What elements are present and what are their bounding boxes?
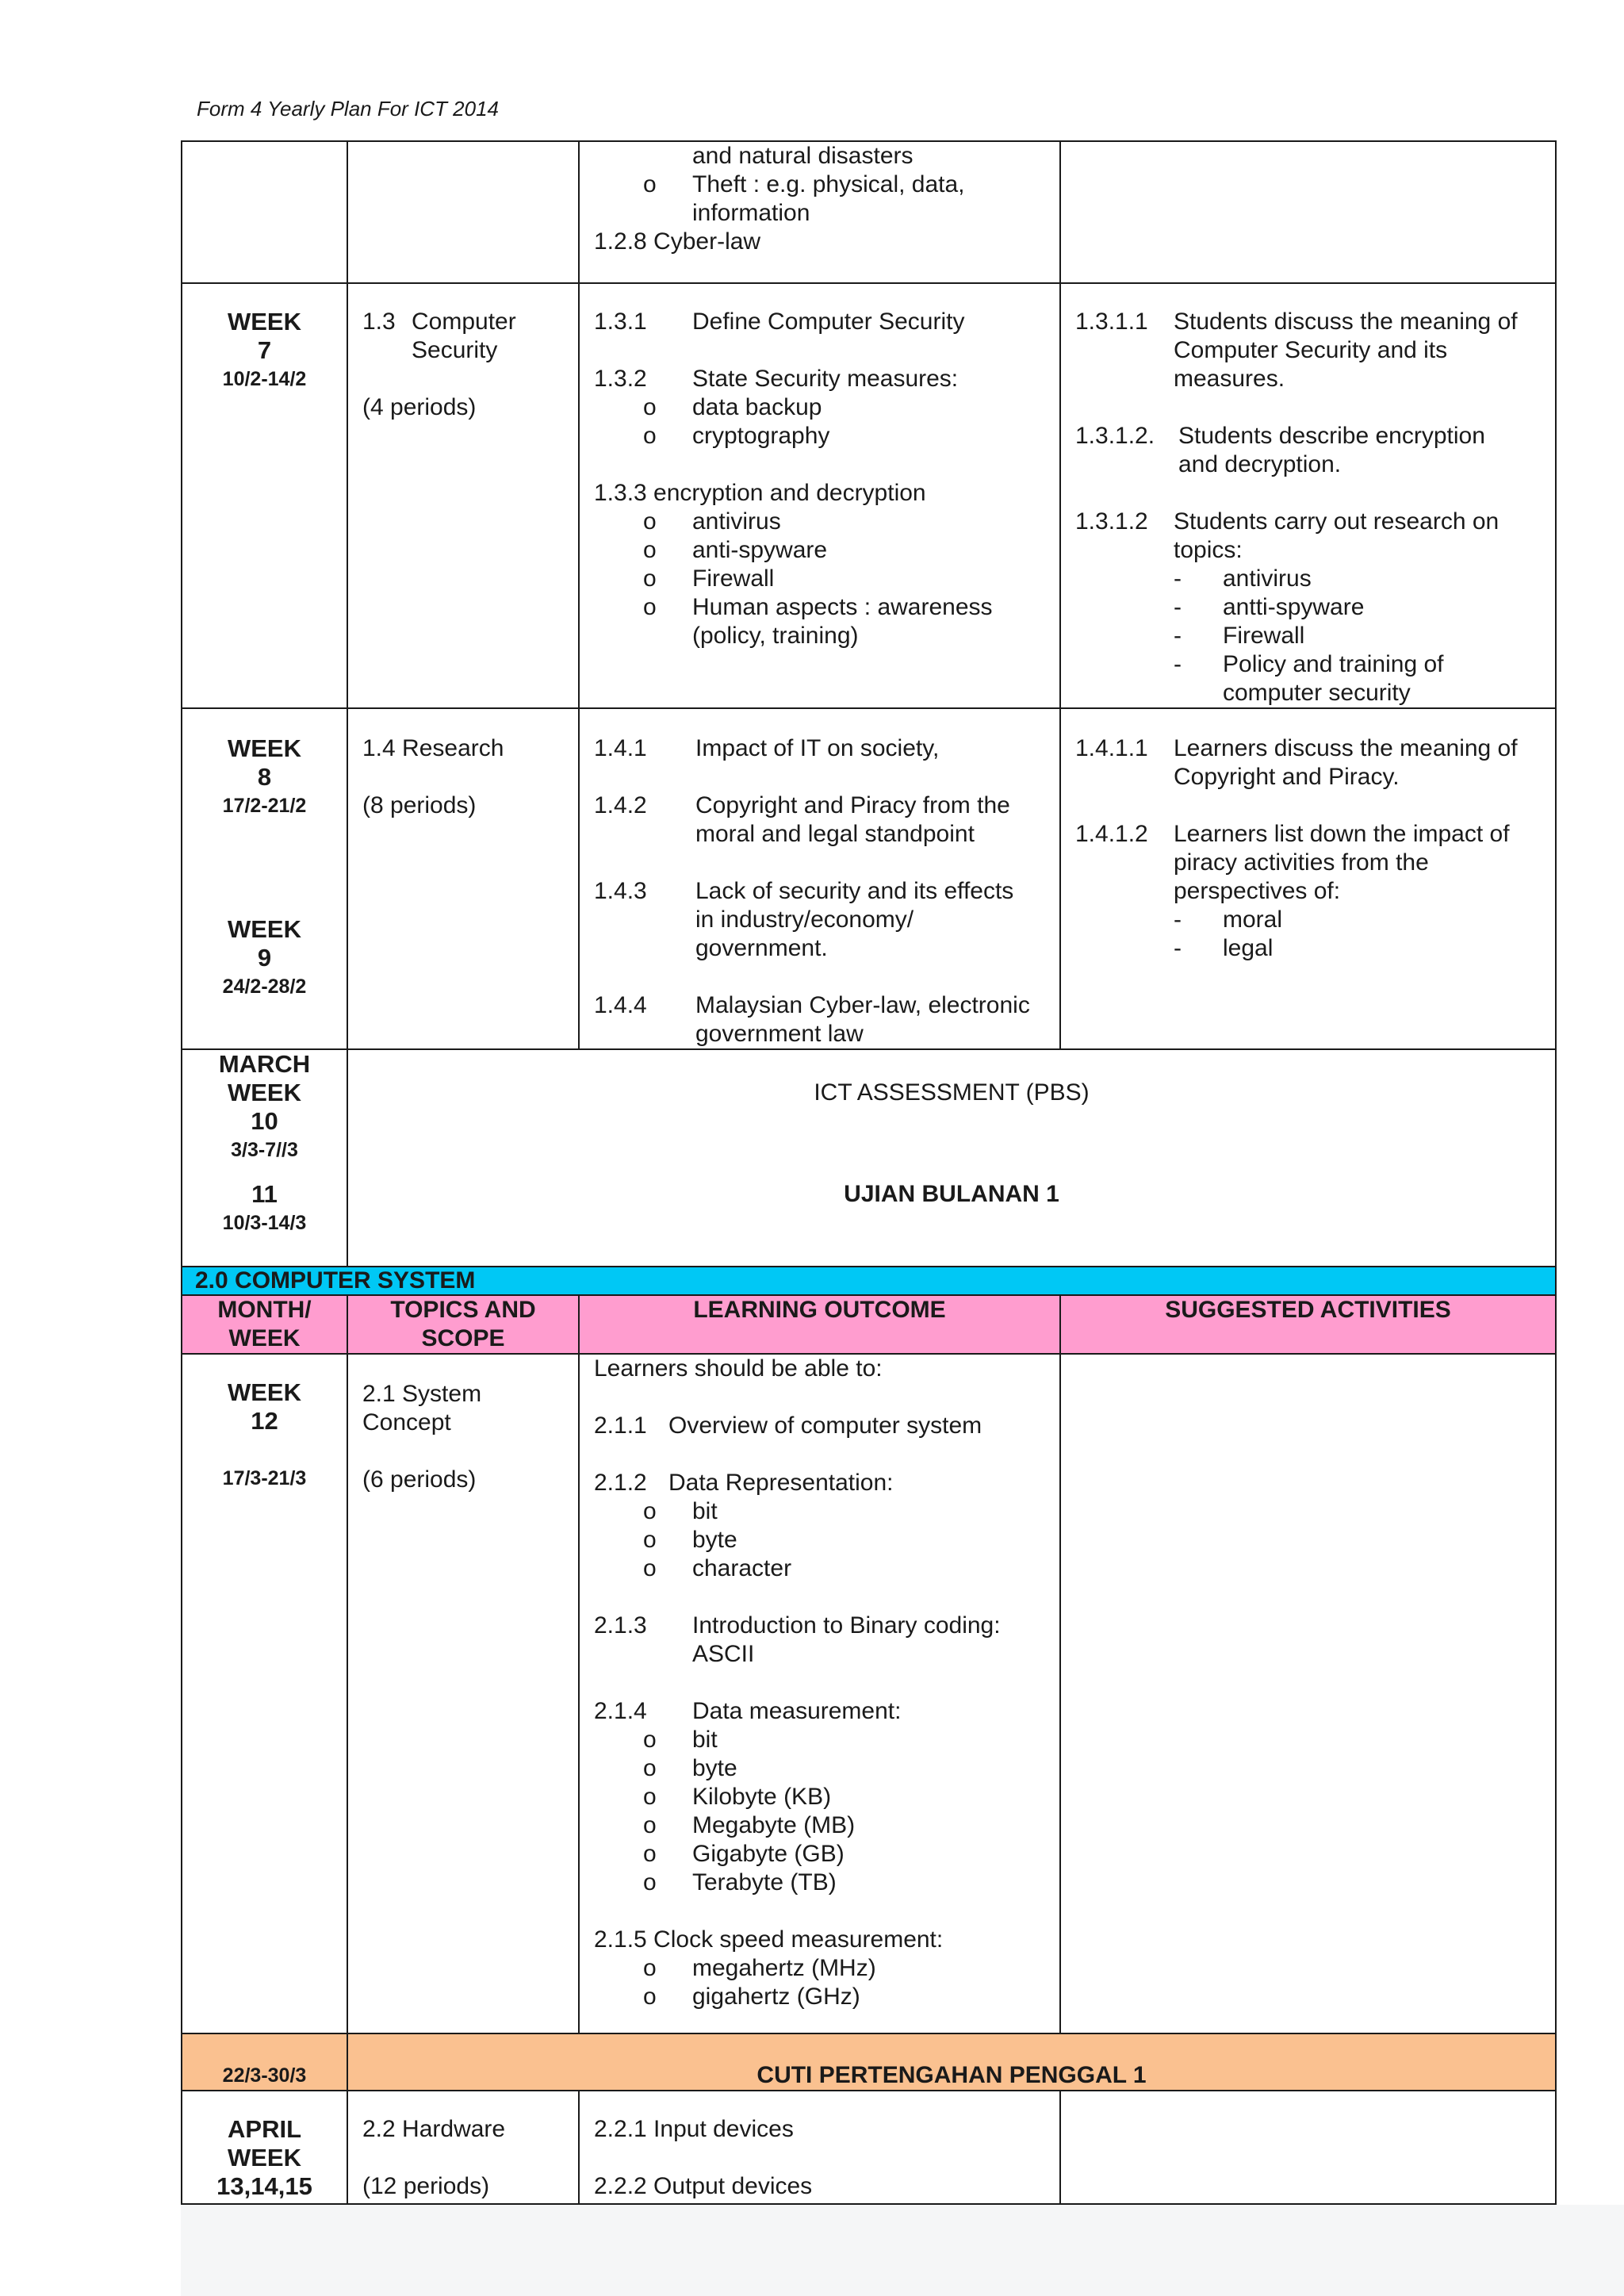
- cell-month: [182, 141, 347, 283]
- week-number: 12: [251, 1407, 278, 1435]
- lo-bullet: Human aspects : awareness: [692, 594, 993, 620]
- week-label: WEEK: [228, 734, 301, 762]
- cell-activities: [1060, 1354, 1556, 2033]
- lo-bullet: megahertz (MHz): [692, 1955, 876, 1981]
- header-text: WEEK: [228, 1325, 301, 1351]
- activity-text: Students discuss the meaning of: [1174, 309, 1518, 335]
- cell-topic: [347, 283, 579, 708]
- table-row-week-12: [182, 1354, 1556, 2033]
- table-row-week-8-9: [182, 708, 1556, 1049]
- bullet-circle-icon: o: [643, 423, 657, 449]
- lo-text: Define Computer Security: [692, 309, 965, 335]
- activity-number: 1.3.1.2.: [1075, 423, 1155, 449]
- lo-text: moral and legal standpoint: [695, 821, 975, 847]
- lo-item: 1.3.3 encryption and decryption: [594, 480, 926, 506]
- activity-number: 1.4.1.2: [1075, 821, 1148, 847]
- lo-text: ASCII: [692, 1641, 755, 1667]
- cell-activities: [1060, 2091, 1556, 2204]
- dash-marker: -: [1174, 594, 1182, 620]
- activity-text: Students carry out research on: [1174, 508, 1500, 535]
- week-number: 13,14,15: [216, 2172, 312, 2200]
- lo-number: 2.1.1: [594, 1412, 647, 1439]
- cell-topic: [347, 2091, 579, 2204]
- page-header: Form 4 Yearly Plan For ICT 2014: [197, 97, 500, 121]
- activity-text: Students describe encryption: [1178, 423, 1485, 449]
- lo-bullet: Gigabyte (GB): [692, 1841, 845, 1867]
- lo-text: Copyright and Piracy from the: [695, 792, 1010, 818]
- topic-periods: (6 periods): [362, 1466, 477, 1493]
- lo-text: and natural disasters: [692, 143, 914, 169]
- week-label: WEEK: [228, 1378, 301, 1406]
- page-bottom-shade: [181, 2205, 1624, 2296]
- cell-month: [182, 2091, 347, 2204]
- lo-bullet: antivirus: [692, 508, 781, 535]
- table-row-march: [182, 1049, 1556, 1267]
- lo-number: 2.1.4: [594, 1698, 647, 1724]
- lo-text: Data measurement:: [692, 1698, 902, 1724]
- bullet-circle-icon: o: [643, 1869, 657, 1895]
- bullet-circle-icon: o: [643, 1812, 657, 1838]
- activity-number: 1.4.1.1: [1075, 735, 1148, 761]
- lo-number: 1.3.1: [594, 309, 647, 335]
- header-text: MONTH/: [217, 1297, 312, 1323]
- lo-text: Malaysian Cyber-law, electronic: [695, 992, 1030, 1018]
- cell-month: [182, 283, 347, 708]
- bullet-circle-icon: o: [643, 508, 657, 535]
- bullet-circle-icon: o: [643, 1784, 657, 1810]
- bullet-circle-icon: o: [643, 1984, 657, 2010]
- week-number: 8: [257, 763, 272, 791]
- column-header-month: [182, 1295, 347, 1354]
- lo-bullet: Megabyte (MB): [692, 1812, 856, 1838]
- lo-text: information: [692, 200, 810, 226]
- lo-bullet: Theft : e.g. physical, data,: [692, 171, 965, 197]
- cell-activities: [1060, 708, 1556, 1049]
- lo-number: 1.4.3: [594, 878, 647, 904]
- cell-month: [182, 1354, 347, 2033]
- lo-bullet: bit: [692, 1727, 718, 1753]
- bullet-circle-icon: o: [643, 1955, 657, 1981]
- activity-text: topics:: [1174, 537, 1243, 563]
- activity-number: 1.3.1.2: [1075, 508, 1148, 535]
- activity-text: piracy activities from the: [1174, 849, 1429, 876]
- cell-activities: [1060, 141, 1556, 283]
- dash-marker: -: [1174, 623, 1182, 649]
- lo-bullet: gigahertz (GHz): [692, 1984, 860, 2010]
- lo-bullet: bit: [692, 1498, 718, 1524]
- lo-bullet: character: [692, 1555, 792, 1581]
- activity-dash-item: antivirus: [1223, 565, 1312, 592]
- bullet-circle-icon: o: [643, 1727, 657, 1753]
- lo-item: 2.2.2 Output devices: [594, 2173, 813, 2199]
- week-date: 17/2-21/2: [222, 795, 307, 817]
- dash-marker: -: [1174, 651, 1182, 677]
- cell-topic: [347, 708, 579, 1049]
- week-label: WEEK: [228, 308, 301, 335]
- activity-text: Computer Security and its: [1174, 337, 1448, 363]
- lo-number: 1.4.2: [594, 792, 647, 818]
- month-label: MARCH: [218, 1050, 311, 1078]
- lo-bullet: data backup: [692, 394, 822, 420]
- week-number: 7: [257, 336, 272, 364]
- bullet-circle-icon: o: [643, 565, 657, 592]
- activity-dash-item: legal: [1223, 935, 1274, 961]
- week-number: 10: [251, 1107, 278, 1135]
- week-number: 11: [251, 1180, 278, 1208]
- lo-item: 2.2.1 Input devices: [594, 2116, 794, 2142]
- week-label: WEEK: [228, 915, 301, 943]
- topic-periods: (8 periods): [362, 792, 477, 818]
- activity-text: Learners list down the impact of: [1174, 821, 1510, 847]
- cell-activities: [1060, 283, 1556, 708]
- lo-number: 1.4.4: [594, 992, 647, 1018]
- lo-bullet: Kilobyte (KB): [692, 1784, 832, 1810]
- bullet-circle-icon: o: [643, 394, 657, 420]
- activity-dash-cont: computer security: [1223, 680, 1411, 706]
- cell-learning-outcome: [579, 1354, 1060, 2033]
- cell-topic: [347, 141, 579, 283]
- week-date: 3/3-7//3: [231, 1139, 298, 1161]
- lo-number: 2.1.2: [594, 1470, 647, 1496]
- week-date: 17/3-21/3: [222, 1467, 307, 1489]
- week-date: 10/3-14/3: [222, 1212, 307, 1234]
- lo-bullet: byte: [692, 1527, 737, 1553]
- lo-text: (policy, training): [692, 623, 859, 649]
- lo-text: in industry/economy/: [695, 907, 914, 933]
- lo-item: 2.1.5 Clock speed measurement:: [594, 1926, 944, 1953]
- week-date: 10/2-14/2: [222, 368, 307, 390]
- activity-dash-item: Policy and training of: [1223, 651, 1444, 677]
- cell-learning-outcome: [579, 283, 1060, 708]
- activity-number: 1.3.1.1: [1075, 309, 1148, 335]
- cell-event: [347, 1049, 1556, 1267]
- lo-bullet: byte: [692, 1755, 737, 1781]
- dash-marker: -: [1174, 935, 1182, 961]
- lo-text: Impact of IT on society,: [695, 735, 940, 761]
- cell-month: [182, 1049, 347, 1267]
- lo-bullet: Terabyte (TB): [692, 1869, 837, 1895]
- week-number: 9: [257, 944, 272, 972]
- lo-item: 1.2.8 Cyber-law: [594, 228, 761, 255]
- table-row-week-7: [182, 283, 1556, 708]
- bullet-circle-icon: o: [643, 171, 657, 197]
- activity-text: Learners discuss the meaning of: [1174, 735, 1518, 761]
- cell-month: [182, 708, 347, 1049]
- bullet-circle-icon: o: [643, 1527, 657, 1553]
- topic-title-cont: Concept: [362, 1409, 451, 1435]
- section-row: [182, 1267, 1556, 1295]
- activity-text: and decryption.: [1178, 451, 1342, 477]
- lo-bullet: cryptography: [692, 423, 830, 449]
- lo-text: government law: [695, 1021, 864, 1047]
- header-text: SCOPE: [421, 1325, 505, 1351]
- bullet-circle-icon: o: [643, 1755, 657, 1781]
- week-date: 24/2-28/2: [222, 976, 307, 998]
- lo-bullet: Firewall: [692, 565, 775, 592]
- bullet-circle-icon: o: [643, 1555, 657, 1581]
- column-header-row: [182, 1295, 1556, 1354]
- topic-periods: (12 periods): [362, 2173, 490, 2199]
- bullet-circle-icon: o: [643, 1498, 657, 1524]
- column-header-learning-outcome: LEARNING OUTCOME: [579, 1295, 1060, 1354]
- lo-intro: Learners should be able to:: [594, 1355, 883, 1382]
- lo-text: government.: [695, 935, 828, 961]
- table-row-april: [182, 2091, 1556, 2204]
- cell-learning-outcome: [579, 708, 1060, 1049]
- header-text: TOPICS AND: [390, 1297, 536, 1323]
- section-title: 2.0 COMPUTER SYSTEM: [182, 1267, 1556, 1295]
- topic-title: 2.1 System: [362, 1381, 482, 1407]
- topic-title-cont: Security: [412, 337, 498, 363]
- lo-text: Data Representation:: [668, 1470, 894, 1496]
- bullet-circle-icon: o: [643, 1841, 657, 1867]
- week-label: WEEK: [228, 2144, 301, 2171]
- dash-marker: -: [1174, 565, 1182, 592]
- month-label: APRIL: [228, 2115, 301, 2143]
- exam-label: UJIAN BULANAN 1: [844, 1181, 1059, 1207]
- cell-learning-outcome: [579, 141, 1060, 283]
- lo-bullet: anti-spyware: [692, 537, 828, 563]
- column-header-topics: [347, 1295, 579, 1354]
- activity-dash-item: moral: [1223, 907, 1283, 933]
- assessment-label: ICT ASSESSMENT (PBS): [814, 1079, 1090, 1106]
- topic-periods: (4 periods): [362, 394, 477, 420]
- activity-text: measures.: [1174, 366, 1285, 392]
- activity-dash-item: antti-spyware: [1223, 594, 1365, 620]
- week-label: WEEK: [228, 1079, 301, 1106]
- column-header-activities: SUGGESTED ACTIVITIES: [1060, 1295, 1556, 1354]
- holiday-label: CUTI PERTENGAHAN PENGGAL 1: [347, 2033, 1556, 2091]
- lo-number: 1.3.2: [594, 366, 647, 392]
- dash-marker: -: [1174, 907, 1182, 933]
- bullet-circle-icon: o: [643, 537, 657, 563]
- bullet-circle-icon: o: [643, 594, 657, 620]
- lo-number: 1.4.1: [594, 735, 647, 761]
- topic-number: 1.3: [362, 309, 396, 335]
- topic-title: 1.4 Research: [362, 735, 504, 761]
- lo-text: State Security measures:: [692, 366, 959, 392]
- topic-title: 2.2 Hardware: [362, 2116, 506, 2142]
- topic-title: Computer: [412, 309, 516, 335]
- activity-dash-item: Firewall: [1223, 623, 1305, 649]
- yearly-plan-table: [181, 140, 1557, 2205]
- table-row-holiday: [182, 2033, 1556, 2091]
- lo-text: Introduction to Binary coding:: [692, 1612, 1001, 1639]
- lo-text: Overview of computer system: [668, 1412, 982, 1439]
- activity-text: perspectives of:: [1174, 878, 1341, 904]
- lo-number: 2.1.3: [594, 1612, 647, 1639]
- cell-learning-outcome: [579, 2091, 1060, 2204]
- holiday-date: 22/3-30/3: [182, 2033, 347, 2091]
- cell-topic: [347, 1354, 579, 2033]
- lo-text: Lack of security and its effects: [695, 878, 1014, 904]
- table-row-continuation: [182, 141, 1556, 283]
- activity-text: Copyright and Piracy.: [1174, 764, 1400, 790]
